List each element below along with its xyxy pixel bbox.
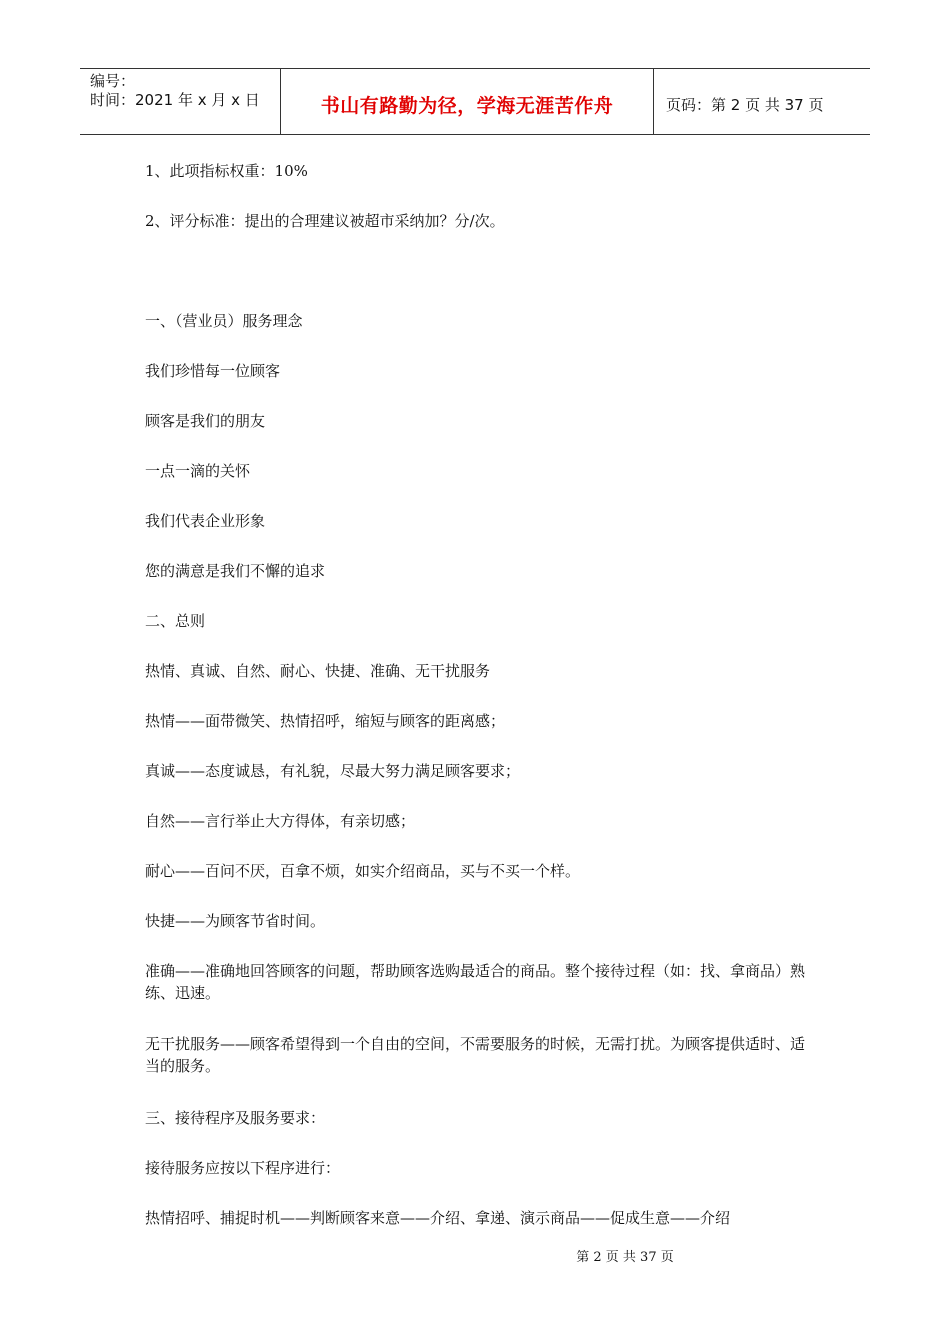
paragraph: 热情招呼、捕捉时机——判断顾客来意——介绍、拿递、演示商品——促成生意——介绍	[145, 1209, 731, 1227]
paragraph: 我们珍惜每一位顾客	[145, 362, 281, 380]
paragraph: 热情——面带微笑、热情招呼，缩短与顾客的距离感；	[145, 712, 506, 730]
paragraph: 无干扰服务——顾客希望得到一个自由的空间，不需要服务的时候，无需打扰。为顾客提供适时、适当的服务。	[145, 1035, 806, 1075]
paragraph: 准确——准确地回答顾客的问题，帮助顾客选购最适合的商品。整个接待过程（如：找、拿商品）熟练、迅速。	[145, 962, 806, 1002]
header-motto	[280, 69, 654, 135]
header-page-number	[654, 69, 870, 135]
paragraph: 热情、真诚、自然、耐心、快捷、准确、无干扰服务	[145, 662, 491, 680]
paragraph: 接待服务应按以下程序进行：	[145, 1159, 341, 1177]
footer-page-number: 第 2 页 共 37 页	[576, 1250, 674, 1265]
document-time-label: 时间：2021 年 x 月 x 日	[90, 91, 260, 109]
paragraph: 您的满意是我们不懈的追求	[145, 562, 326, 580]
page-header	[80, 68, 870, 135]
section-heading: 二、总则	[145, 612, 206, 630]
section-heading: 三、接待程序及服务要求：	[145, 1109, 326, 1127]
motto-text: 书山有路勤为径，学海无涯苦作舟	[320, 94, 614, 117]
paragraph: 一点一滴的关怀	[145, 462, 251, 480]
paragraph: 快捷——为顾客节省时间。	[145, 912, 326, 930]
paragraph: 真诚——态度诚恳，有礼貌，尽最大努力满足顾客要求；	[145, 762, 521, 780]
paragraph: 自然——言行举止大方得体，有亲切感；	[145, 812, 416, 830]
paragraph: 2、评分标准：提出的合理建议被超市采纳加？分/次。	[145, 212, 505, 230]
paragraph: 1、此项指标权重：10%	[145, 162, 308, 180]
paragraph: 耐心——百问不厌，百拿不烦，如实介绍商品，买与不买一个样。	[145, 862, 581, 880]
document-number-label: 编号：	[90, 72, 136, 90]
paragraph: 我们代表企业形象	[145, 512, 266, 530]
page-footer	[0, 1246, 950, 1265]
header-meta	[80, 69, 280, 135]
page-number-label: 页码：第 2 页 共 37 页	[666, 95, 824, 114]
paragraph: 顾客是我们的朋友	[145, 412, 266, 430]
section-heading: 一、（营业员）服务理念	[145, 312, 303, 330]
